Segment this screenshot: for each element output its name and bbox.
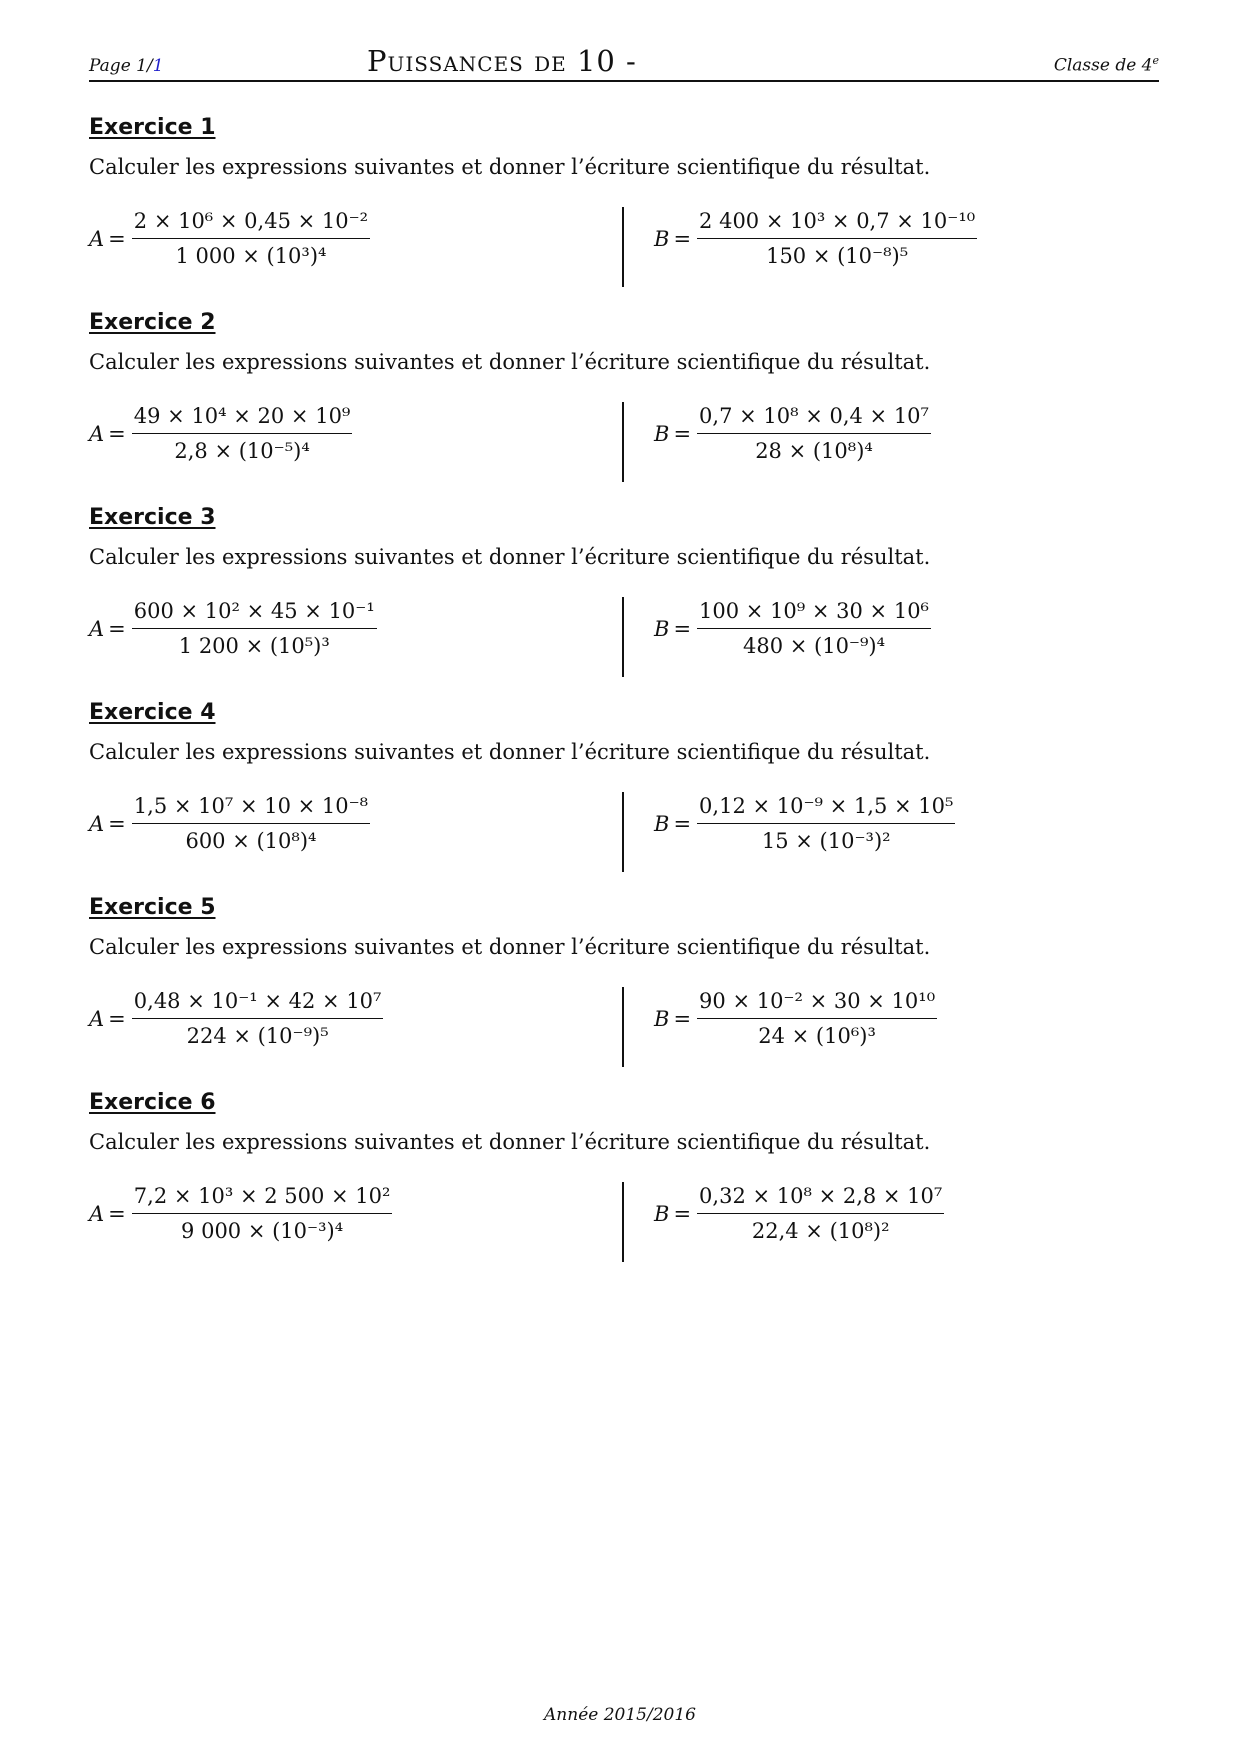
- fraction: [132, 1184, 393, 1243]
- expression-b: B = $\frac{\text{0,7 × 10⁸ × 0,4 × 10⁷}}{\text{28 × (10⁸)⁴}}$: [654, 404, 929, 463]
- expression-a: A = $\frac{\text{600 × 10² × 45 × 10⁻¹}}{\text{1 200 × (10⁵)³}}$: [89, 599, 375, 658]
- numerator: 0,7 × 10⁸ × 0,4 × 10⁷: [697, 404, 931, 434]
- expression-a: A = $\frac{\text{7,2 × 10³ × 2 500 × 10²}}{\text{9 000 × (10⁻³)⁴}}$: [89, 1184, 391, 1243]
- numerator: 0,12 × 10⁻⁹ × 1,5 × 10⁵: [697, 794, 955, 824]
- variable-label: A: [89, 616, 105, 641]
- exercise-instruction: Calculer les expressions suivantes et donner l’écriture scientifique du résultat.: [89, 545, 931, 569]
- class-label-text: Classe de 4: [1053, 56, 1153, 76]
- exercise-instruction: Calculer les expressions suivantes et donner l’écriture scientifique du résultat.: [89, 935, 931, 959]
- numerator: 600 × 10² × 45 × 10⁻¹: [132, 599, 377, 629]
- fraction: [697, 989, 937, 1048]
- numerator: 2 400 × 10³ × 0,7 × 10⁻¹⁰: [697, 209, 977, 239]
- expression-b: B = $\frac{\text{0,12 × 10⁻⁹ × 1,5 × 10⁵}}{\text{15 × (10⁻³)²}}$: [654, 794, 954, 853]
- column-divider: [622, 597, 624, 677]
- numerator: 1,5 × 10⁷ × 10 × 10⁻⁸: [132, 794, 370, 824]
- variable-label: B: [654, 421, 670, 446]
- fraction: [132, 404, 353, 463]
- fraction: [697, 404, 931, 463]
- numerator: 100 × 10⁹ × 30 × 10⁶: [697, 599, 931, 629]
- column-divider: [622, 402, 624, 482]
- expression-b: B = $\frac{\text{2 400 × 10³ × 0,7 × 10⁻¹⁰}}{\text{150 × (10⁻⁸)⁵}}$: [654, 209, 976, 268]
- page-footer: Année 2015/2016: [544, 1705, 696, 1725]
- denominator: 150 × (10⁻⁸)⁵: [766, 244, 909, 268]
- exercise-5: [89, 895, 1159, 1085]
- denominator: 224 × (10⁻⁹)⁵: [186, 1024, 329, 1048]
- fraction: [697, 794, 955, 853]
- exercise-title: Exercice 2: [89, 310, 216, 335]
- fraction: [132, 794, 370, 853]
- fraction: [132, 599, 377, 658]
- variable-label: A: [89, 226, 105, 251]
- variable-label: B: [654, 1201, 670, 1226]
- expression-b: B = $\frac{\text{100 × 10⁹ × 30 × 10⁶}}{\text{480 × (10⁻⁹)⁴}}$: [654, 599, 929, 658]
- expression-a: A = $\frac{\text{1,5 × 10⁷ × 10 × 10⁻⁸}}{\text{600 × (10⁸)⁴}}$: [89, 794, 369, 853]
- page-number-label: Page 1/: [89, 56, 153, 76]
- exercise-4: [89, 700, 1159, 890]
- page-header: [89, 40, 1159, 82]
- numerator: 0,32 × 10⁸ × 2,8 × 10⁷: [697, 1184, 944, 1214]
- exercise-3: [89, 505, 1159, 695]
- numerator: 0,48 × 10⁻¹ × 42 × 10⁷: [132, 989, 384, 1019]
- exercise-instruction: Calculer les expressions suivantes et donner l’écriture scientifique du résultat.: [89, 350, 931, 374]
- exercise-title: Exercice 6: [89, 1090, 216, 1115]
- fraction: [697, 599, 931, 658]
- exercise-1: [89, 115, 1159, 305]
- variable-label: B: [654, 1006, 670, 1031]
- denominator: 2,8 × (10⁻⁵)⁴: [174, 439, 310, 463]
- denominator: 480 × (10⁻⁹)⁴: [742, 634, 886, 658]
- class-label: [1054, 54, 1159, 76]
- denominator: 600 × (10⁸)⁴: [185, 829, 317, 853]
- variable-label: B: [654, 226, 670, 251]
- expression-b: B = $\frac{\text{0,32 × 10⁸ × 2,8 × 10⁷}}{\text{22,4 × (10⁸)²}}$: [654, 1184, 943, 1243]
- denominator: 22,4 × (10⁸)²: [751, 1219, 890, 1243]
- expression-a: A = $\frac{\text{2 × 10⁶ × 0,45 × 10⁻²}}{\text{1 000 × (10³)⁴}}$: [89, 209, 369, 268]
- denominator: 1 200 × (10⁵)³: [178, 634, 330, 658]
- page-link[interactable]: 1: [152, 56, 164, 76]
- exercise-instruction: Calculer les expressions suivantes et donner l’écriture scientifique du résultat.: [89, 155, 931, 179]
- variable-label: B: [654, 616, 670, 641]
- exercise-title: Exercice 3: [89, 505, 216, 530]
- exercise-instruction: Calculer les expressions suivantes et donner l’écriture scientifique du résultat.: [89, 1130, 931, 1154]
- numerator: 7,2 × 10³ × 2 500 × 10²: [132, 1184, 393, 1214]
- fraction: [132, 989, 384, 1048]
- column-divider: [622, 207, 624, 287]
- page-number: [89, 56, 164, 76]
- expression-a: A = $\frac{\text{49 × 10⁴ × 20 × 10⁹}}{\text{2,8 × (10⁻⁵)⁴}}$: [89, 404, 351, 463]
- variable-label: A: [89, 1006, 105, 1031]
- denominator: 9 000 × (10⁻³)⁴: [181, 1219, 344, 1243]
- variable-label: A: [89, 421, 105, 446]
- variable-label: B: [654, 811, 670, 836]
- denominator: 28 × (10⁸)⁴: [755, 439, 873, 463]
- fraction: [697, 1184, 944, 1243]
- variable-label: A: [89, 1201, 105, 1226]
- numerator: 2 × 10⁶ × 0,45 × 10⁻²: [132, 209, 370, 239]
- document-title: Puissances de 10 -: [367, 44, 637, 78]
- exercise-title: Exercice 5: [89, 895, 216, 920]
- expression-a: A = $\frac{\text{0,48 × 10⁻¹ × 42 × 10⁷}}{\text{224 × (10⁻⁹)⁵}}$: [89, 989, 382, 1048]
- denominator: 15 × (10⁻³)²: [761, 829, 891, 853]
- exercise-instruction: Calculer les expressions suivantes et donner l’écriture scientifique du résultat.: [89, 740, 931, 764]
- fraction: [132, 209, 370, 268]
- exercise-title: Exercice 4: [89, 700, 216, 725]
- column-divider: [622, 792, 624, 872]
- fraction: [697, 209, 977, 268]
- numerator: 49 × 10⁴ × 20 × 10⁹: [132, 404, 353, 434]
- column-divider: [622, 987, 624, 1067]
- class-label-superscript: e: [1152, 54, 1159, 68]
- expression-b: B = $\frac{\text{90 × 10⁻² × 30 × 10¹⁰}}{\text{24 × (10⁶)³}}$: [654, 989, 936, 1048]
- denominator: 24 × (10⁶)³: [758, 1024, 876, 1048]
- column-divider: [622, 1182, 624, 1262]
- variable-label: A: [89, 811, 105, 836]
- exercise-6: [89, 1090, 1159, 1280]
- numerator: 90 × 10⁻² × 30 × 10¹⁰: [697, 989, 937, 1019]
- denominator: 1 000 × (10³)⁴: [175, 244, 327, 268]
- exercise-title: Exercice 1: [89, 115, 216, 140]
- exercise-2: [89, 310, 1159, 500]
